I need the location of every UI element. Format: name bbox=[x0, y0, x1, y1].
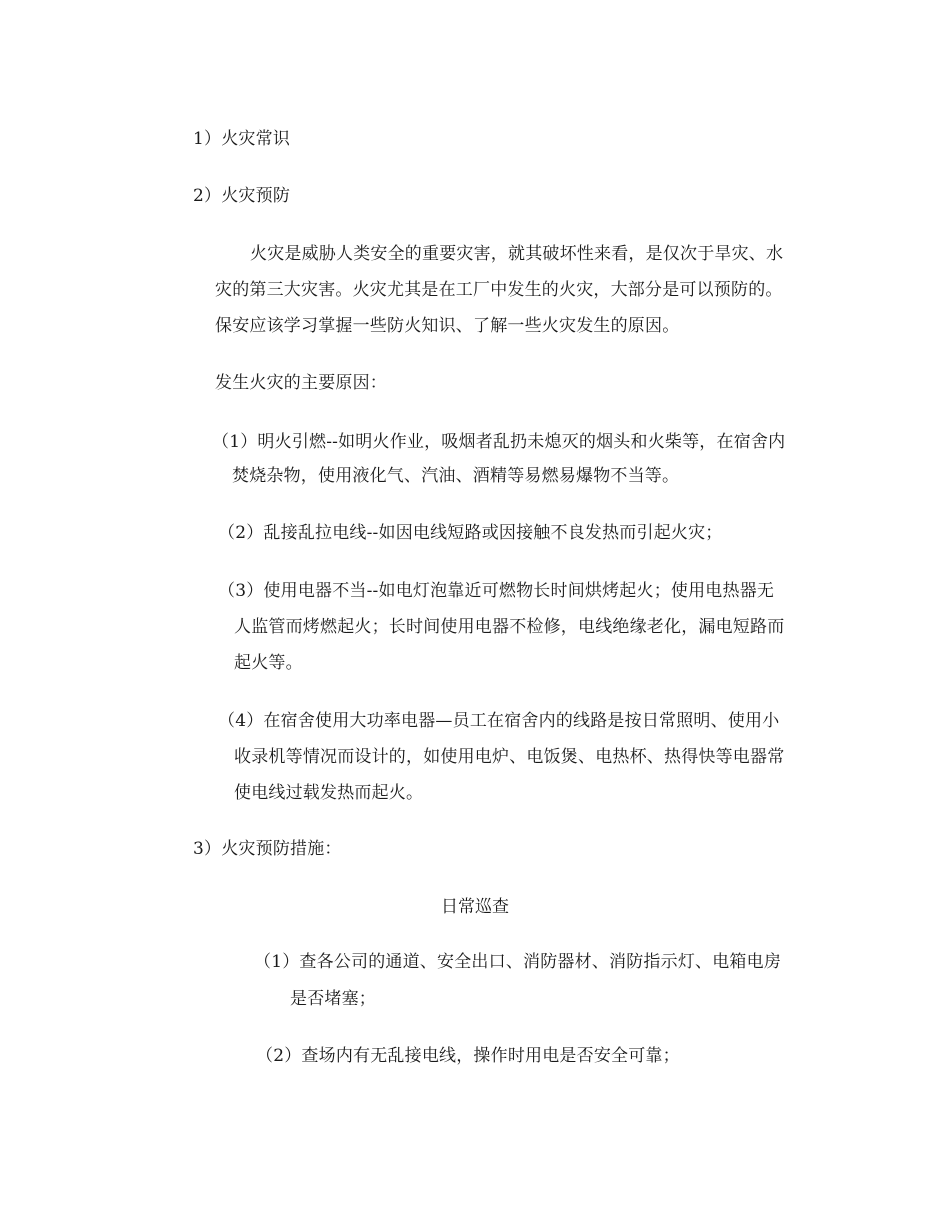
intro-line-2: 灾的第三大灾害。火灾尤其是在工厂中发生的火灾，大部分是可以预防的。 bbox=[215, 280, 783, 300]
cause-1-line-2: 焚烧杂物，使用液化气、汽油、酒精等易燃易爆物不当等。 bbox=[232, 466, 680, 486]
patrol-2-line-1: （2）查场内有无乱接电线，操作时用电是否安全可靠； bbox=[256, 1046, 680, 1066]
cause-3-line-3: 起火等。 bbox=[234, 653, 303, 673]
patrol-1-line-2: 是否堵塞； bbox=[290, 989, 376, 1009]
patrol-title: 日常巡查 bbox=[441, 897, 509, 917]
cause-4-line-1: （4）在宿舍使用大功率电器—员工在宿舍内的线路是按日常照明、使用小 bbox=[218, 711, 780, 731]
cause-3-line-2: 人监管而烤燃起火；长时间使用电器不检修，电线绝缘老化，漏电短路而 bbox=[234, 617, 785, 637]
cause-4-line-2: 收录机等情况而设计的，如使用电炉、电饭煲、电热杯、热得快等电器常 bbox=[234, 747, 785, 767]
cause-3-line-1: （3）使用电器不当--如电灯泡靠近可燃物长时间烘烤起火；使用电热器无 bbox=[218, 581, 775, 601]
heading-fire-prevention: 2）火灾预防 bbox=[193, 186, 291, 206]
heading-fire-knowledge: 1）火灾常识 bbox=[193, 129, 291, 149]
cause-4-line-3: 使电线过载发热而起火。 bbox=[234, 783, 424, 803]
causes-title: 发生火灾的主要原因： bbox=[215, 373, 387, 393]
cause-2-line-1: （2）乱接乱拉电线--如因电线短路或因接触不良发热而引起火灾； bbox=[218, 523, 723, 543]
heading-prevention-measures: 3）火灾预防措施： bbox=[193, 839, 342, 859]
intro-line-3: 保安应该学习掌握一些防火知识、了解一些火灾发生的原因。 bbox=[215, 316, 680, 336]
intro-line-1: 火灾是威胁人类安全的重要灾害，就其破坏性来看，是仅次于旱灾、水 bbox=[250, 244, 784, 264]
patrol-1-line-1: （1）查各公司的通道、安全出口、消防器材、消防指示灯、电箱电房 bbox=[254, 952, 782, 972]
cause-1-line-1: （1）明火引燃--如明火作业，吸烟者乱扔未熄灭的烟头和火柴等，在宿舍内 bbox=[212, 432, 786, 452]
